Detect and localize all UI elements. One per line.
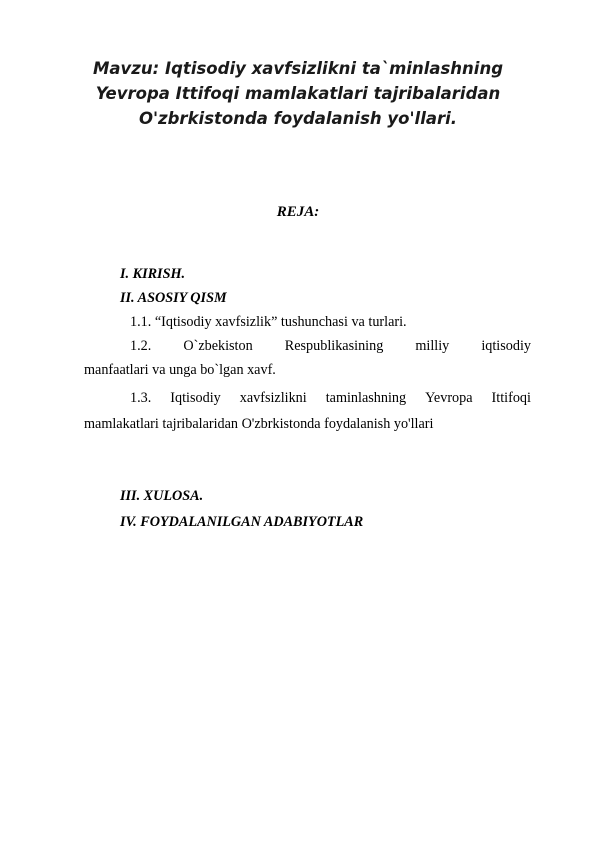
subsection-word: milliy (415, 338, 450, 354)
subsection-1-2-continuation: manfaatlari va unga bo`lgan xavf. (84, 362, 276, 378)
subsection-word: 1.2. (130, 338, 152, 354)
subsection-word: Yevropa (425, 390, 473, 406)
document-title: Mavzu: Iqtisodiy xavfsizlikni ta`minlashning Yevropa Ittifoqi mamlakatlari tajribalaridan O'zbrkistonda foydalanish yo'llari. (92, 59, 504, 128)
section-conclusion: III. XULOSA. (120, 488, 204, 504)
subsection-1-1: 1.1. “Iqtisodiy xavfsizlik” tushunchasi va turlari. (130, 314, 407, 330)
subsection-word: Iqtisodiy (170, 390, 221, 406)
subsection-word: Respublikasining (284, 338, 384, 354)
plan-heading: REJA: (276, 204, 320, 220)
subsection-1-3-line (130, 386, 531, 410)
subsection-word: iqtisodiy (481, 338, 531, 354)
section-references: IV. FOYDALANILGAN ADABIYOTLAR (120, 514, 364, 530)
section-main: II. ASOSIY QISM (120, 290, 227, 306)
subsection-1-2-line (130, 334, 531, 358)
subsection-1-3-continuation: mamlakatlari tajribalaridan O'zbrkistonda foydalanish yo'llari (84, 416, 434, 432)
subsection-word: xavfsizlikni (239, 390, 307, 406)
subsection-word: 1.3. (130, 390, 152, 406)
subsection-word: Ittifoqi (491, 390, 531, 406)
subsection-word: taminlashning (325, 390, 407, 406)
section-intro: I. KIRISH. (120, 266, 186, 282)
subsection-word: O`zbekiston (183, 338, 253, 354)
